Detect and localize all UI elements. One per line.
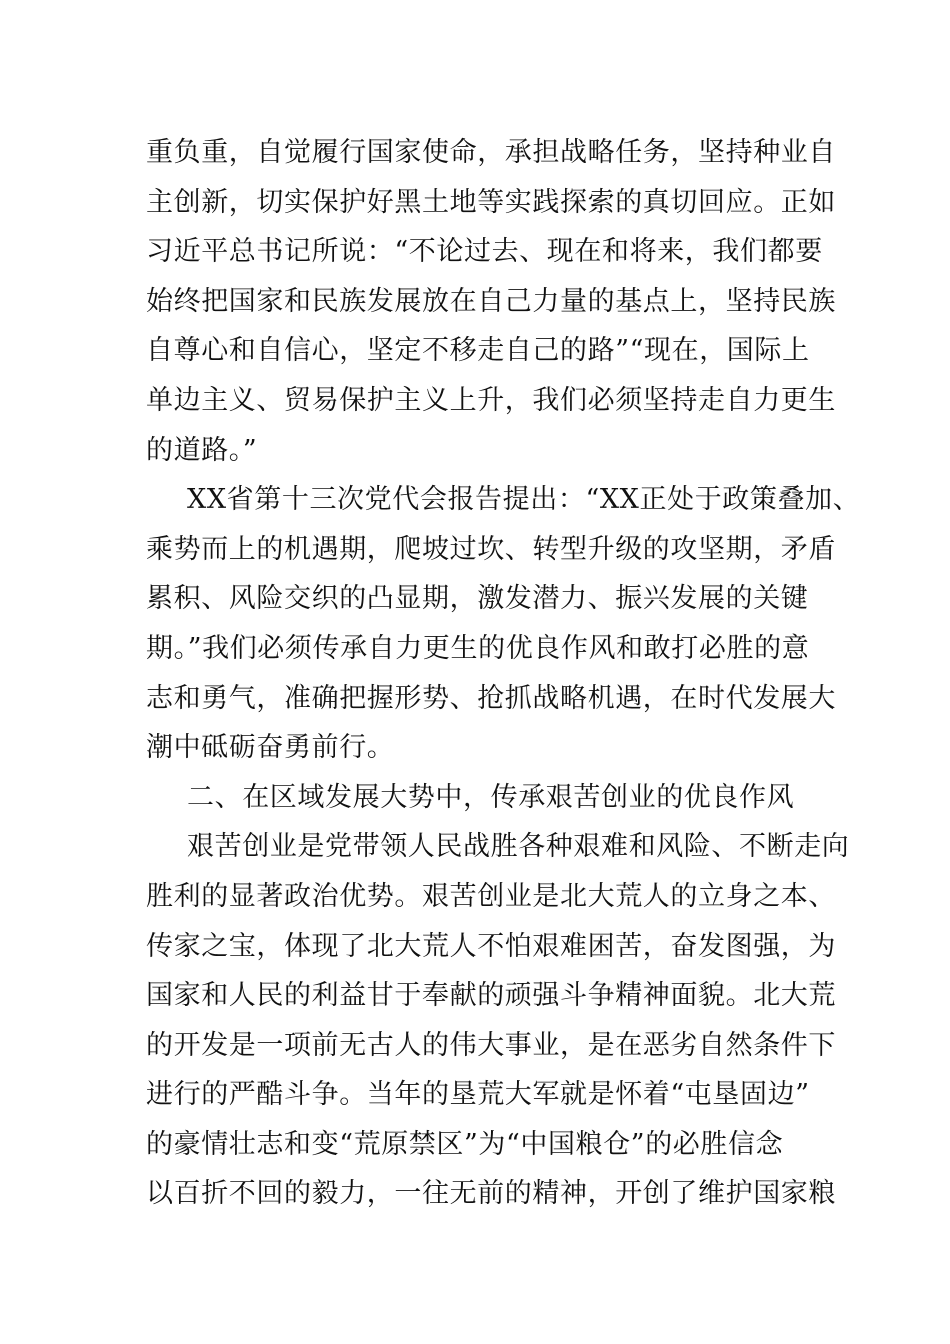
text-line: 乘势而上的机遇期，爬坡过坎、转型升级的攻坚期，矛盾 xyxy=(146,533,836,565)
text-line: 始终把国家和民族发展放在自己力量的基点上，坚持民族 xyxy=(146,285,836,317)
text-line: 志和勇气，准确把握形势、抢抓战略机遇，在时代发展大 xyxy=(146,682,836,714)
text-line: 的道路。” xyxy=(146,434,258,466)
text-line: 潮中砥砺奋勇前行。 xyxy=(146,732,395,764)
text-line: 单边主义、贸易保护主义上升，我们必须坚持走自力更生 xyxy=(146,384,836,416)
text-line: 自尊心和自信心，坚定不移走自己的路”“现在，国际上 xyxy=(146,335,810,367)
text-line: 期。”我们必须传承自力更生的优良作风和敢打必胜的意 xyxy=(146,632,810,664)
text-line: 国家和人民的利益甘于奉献的顽强斗争精神面貌。北大荒 xyxy=(146,980,836,1012)
text-line: 进行的严酷斗争。当年的垦荒大军就是怀着“屯垦固边” xyxy=(146,1079,810,1111)
paragraph-first-line: XX省第十三次党代会报告提出：“XX正处于政策叠加、 xyxy=(187,484,861,516)
text-line: 累积、风险交织的凸显期，激发潜力、振兴发展的关键 xyxy=(146,583,809,615)
text-line: 的豪情壮志和变“荒原禁区”为“中国粮仓”的必胜信念 xyxy=(146,1128,784,1160)
text-line: 以百折不回的毅力，一往无前的精神，开创了维护国家粮 xyxy=(146,1178,836,1210)
text-line: 重负重，自觉履行国家使命，承担战略任务，坚持种业自 xyxy=(146,137,836,168)
document-body xyxy=(146,128,861,1219)
paragraph-first-line: 艰苦创业是党带领人民战胜各种艰难和风险、不断走向 xyxy=(187,831,850,863)
text-line: 胜利的显著政治优势。艰苦创业是北大荒人的立身之本、 xyxy=(146,880,836,912)
section-heading: 二、在区域发展大势中，传承艰苦创业的优良作风 xyxy=(187,781,795,813)
text-line: 习近平总书记所说：“不论过去、现在和将来，我们都要 xyxy=(146,236,823,268)
text-line: 的开发是一项前无古人的伟大事业，是在恶劣自然条件下 xyxy=(146,1029,836,1061)
text-line: 传家之宝，体现了北大荒人不怕艰难困苦，奋发图强，为 xyxy=(146,930,836,962)
text-line: 主创新，切实保护好黑土地等实践探索的真切回应。正如 xyxy=(146,186,836,218)
